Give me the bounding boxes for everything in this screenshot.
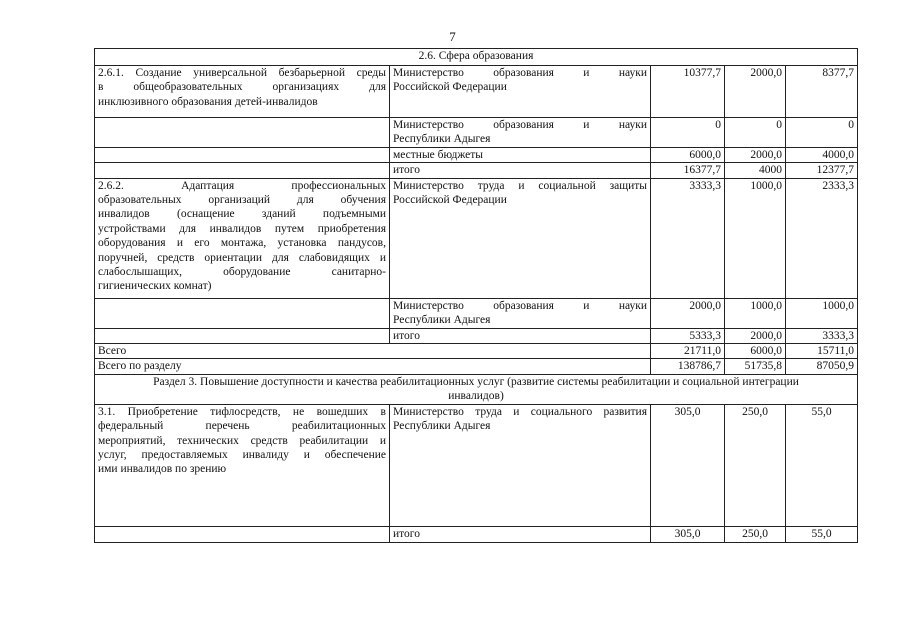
value-regional: 4000,0: [786, 147, 858, 162]
value-federal: 2000,0: [725, 328, 786, 343]
responsible-org: местные бюджеты: [390, 147, 651, 162]
table-row: [95, 163, 858, 178]
value-regional: 3333,3: [786, 328, 858, 343]
value-federal: 250,0: [725, 404, 786, 526]
value-total: 6000,0: [651, 147, 725, 162]
value-federal: 4000: [725, 163, 786, 178]
value-federal: 2000,0: [725, 66, 786, 118]
value-federal: 51735,8: [725, 359, 786, 374]
table-row: [95, 404, 858, 526]
responsible-org: Министерство труда и социального развития Республики Адыгея: [390, 404, 651, 526]
responsible-org: Министерство образования и науки Республики Адыгея: [390, 298, 651, 328]
value-regional: 87050,9: [786, 359, 858, 374]
value-total: 305,0: [651, 404, 725, 526]
item-description: [95, 526, 390, 542]
value-total: 0: [651, 118, 725, 148]
item-description: [95, 298, 390, 328]
value-regional: 8377,7: [786, 66, 858, 118]
subtotal-label: итого: [390, 163, 651, 178]
item-description: 3.1. Приобретение тифлосредств, не вошедших в федеральный перечень реабилитационных мероприятий, технических средств реабилитации и услуг, предоставляемых инвалиду и обеспечение ими инвалидов по зрению: [95, 404, 390, 526]
responsible-org: Министерство труда и социальной защиты Российской Федерации: [390, 178, 651, 298]
section-header-row: [95, 374, 858, 404]
value-total: 10377,7: [651, 66, 725, 118]
subtotal-label: итого: [390, 526, 651, 542]
table-row: [95, 147, 858, 162]
table-row: [95, 526, 858, 542]
table-row: [95, 298, 858, 328]
item-description: 2.6.2. Адаптация профессиональных образовательных организаций для обучения инвалидов (оснащение зданий подъемными устройствами для инвалидов путем приобретения оборудования и его монтажа, установка пандусов, поручней, средств ориентации для слабовидящих и слабослышащих, оборудование санитарно- гигиенических комнат): [95, 178, 390, 298]
section-2-6-title: 2.6. Сфера образования: [95, 49, 858, 66]
value-regional: 15711,0: [786, 344, 858, 359]
value-total: 5333,3: [651, 328, 725, 343]
section-3-title: Раздел 3. Повышение доступности и качества реабилитационных услуг (развитие системы реабилитации и социальной интеграции инвалидов): [95, 374, 858, 404]
value-total: 16377,7: [651, 163, 725, 178]
table-row: [95, 66, 858, 118]
value-regional: 1000,0: [786, 298, 858, 328]
value-federal: 6000,0: [725, 344, 786, 359]
value-federal: 2000,0: [725, 147, 786, 162]
table-row: [95, 328, 858, 343]
table-row: [95, 178, 858, 298]
value-regional: 2333,3: [786, 178, 858, 298]
value-regional: 55,0: [786, 526, 858, 542]
total-label: Всего: [95, 344, 651, 359]
value-total: 2000,0: [651, 298, 725, 328]
responsible-org: Министерство образования и науки Республики Адыгея: [390, 118, 651, 148]
section-total-label: Всего по разделу: [95, 359, 651, 374]
value-federal: 250,0: [725, 526, 786, 542]
value-regional: 0: [786, 118, 858, 148]
value-total: 21711,0: [651, 344, 725, 359]
subtotal-label: итого: [390, 328, 651, 343]
value-total: 305,0: [651, 526, 725, 542]
page-number: 7: [449, 29, 456, 44]
responsible-org: Министерство образования и науки Российской Федерации: [390, 66, 651, 118]
value-total: 3333,3: [651, 178, 725, 298]
table-row: [95, 344, 858, 359]
value-federal: 1000,0: [725, 298, 786, 328]
item-description: [95, 147, 390, 162]
value-regional: 12377,7: [786, 163, 858, 178]
value-federal: 1000,0: [725, 178, 786, 298]
item-description: [95, 328, 390, 343]
item-description: [95, 163, 390, 178]
item-description: [95, 118, 390, 148]
section-header-row: [95, 49, 858, 66]
table-row: [95, 359, 858, 374]
table-row: [95, 118, 858, 148]
value-federal: 0: [725, 118, 786, 148]
value-regional: 55,0: [786, 404, 858, 526]
value-total: 138786,7: [651, 359, 725, 374]
item-description: 2.6.1. Создание универсальной безбарьерной среды в общеобразовательных организациях для инклюзивного образования детей-инвалидов: [95, 66, 390, 118]
program-table: [94, 48, 858, 543]
